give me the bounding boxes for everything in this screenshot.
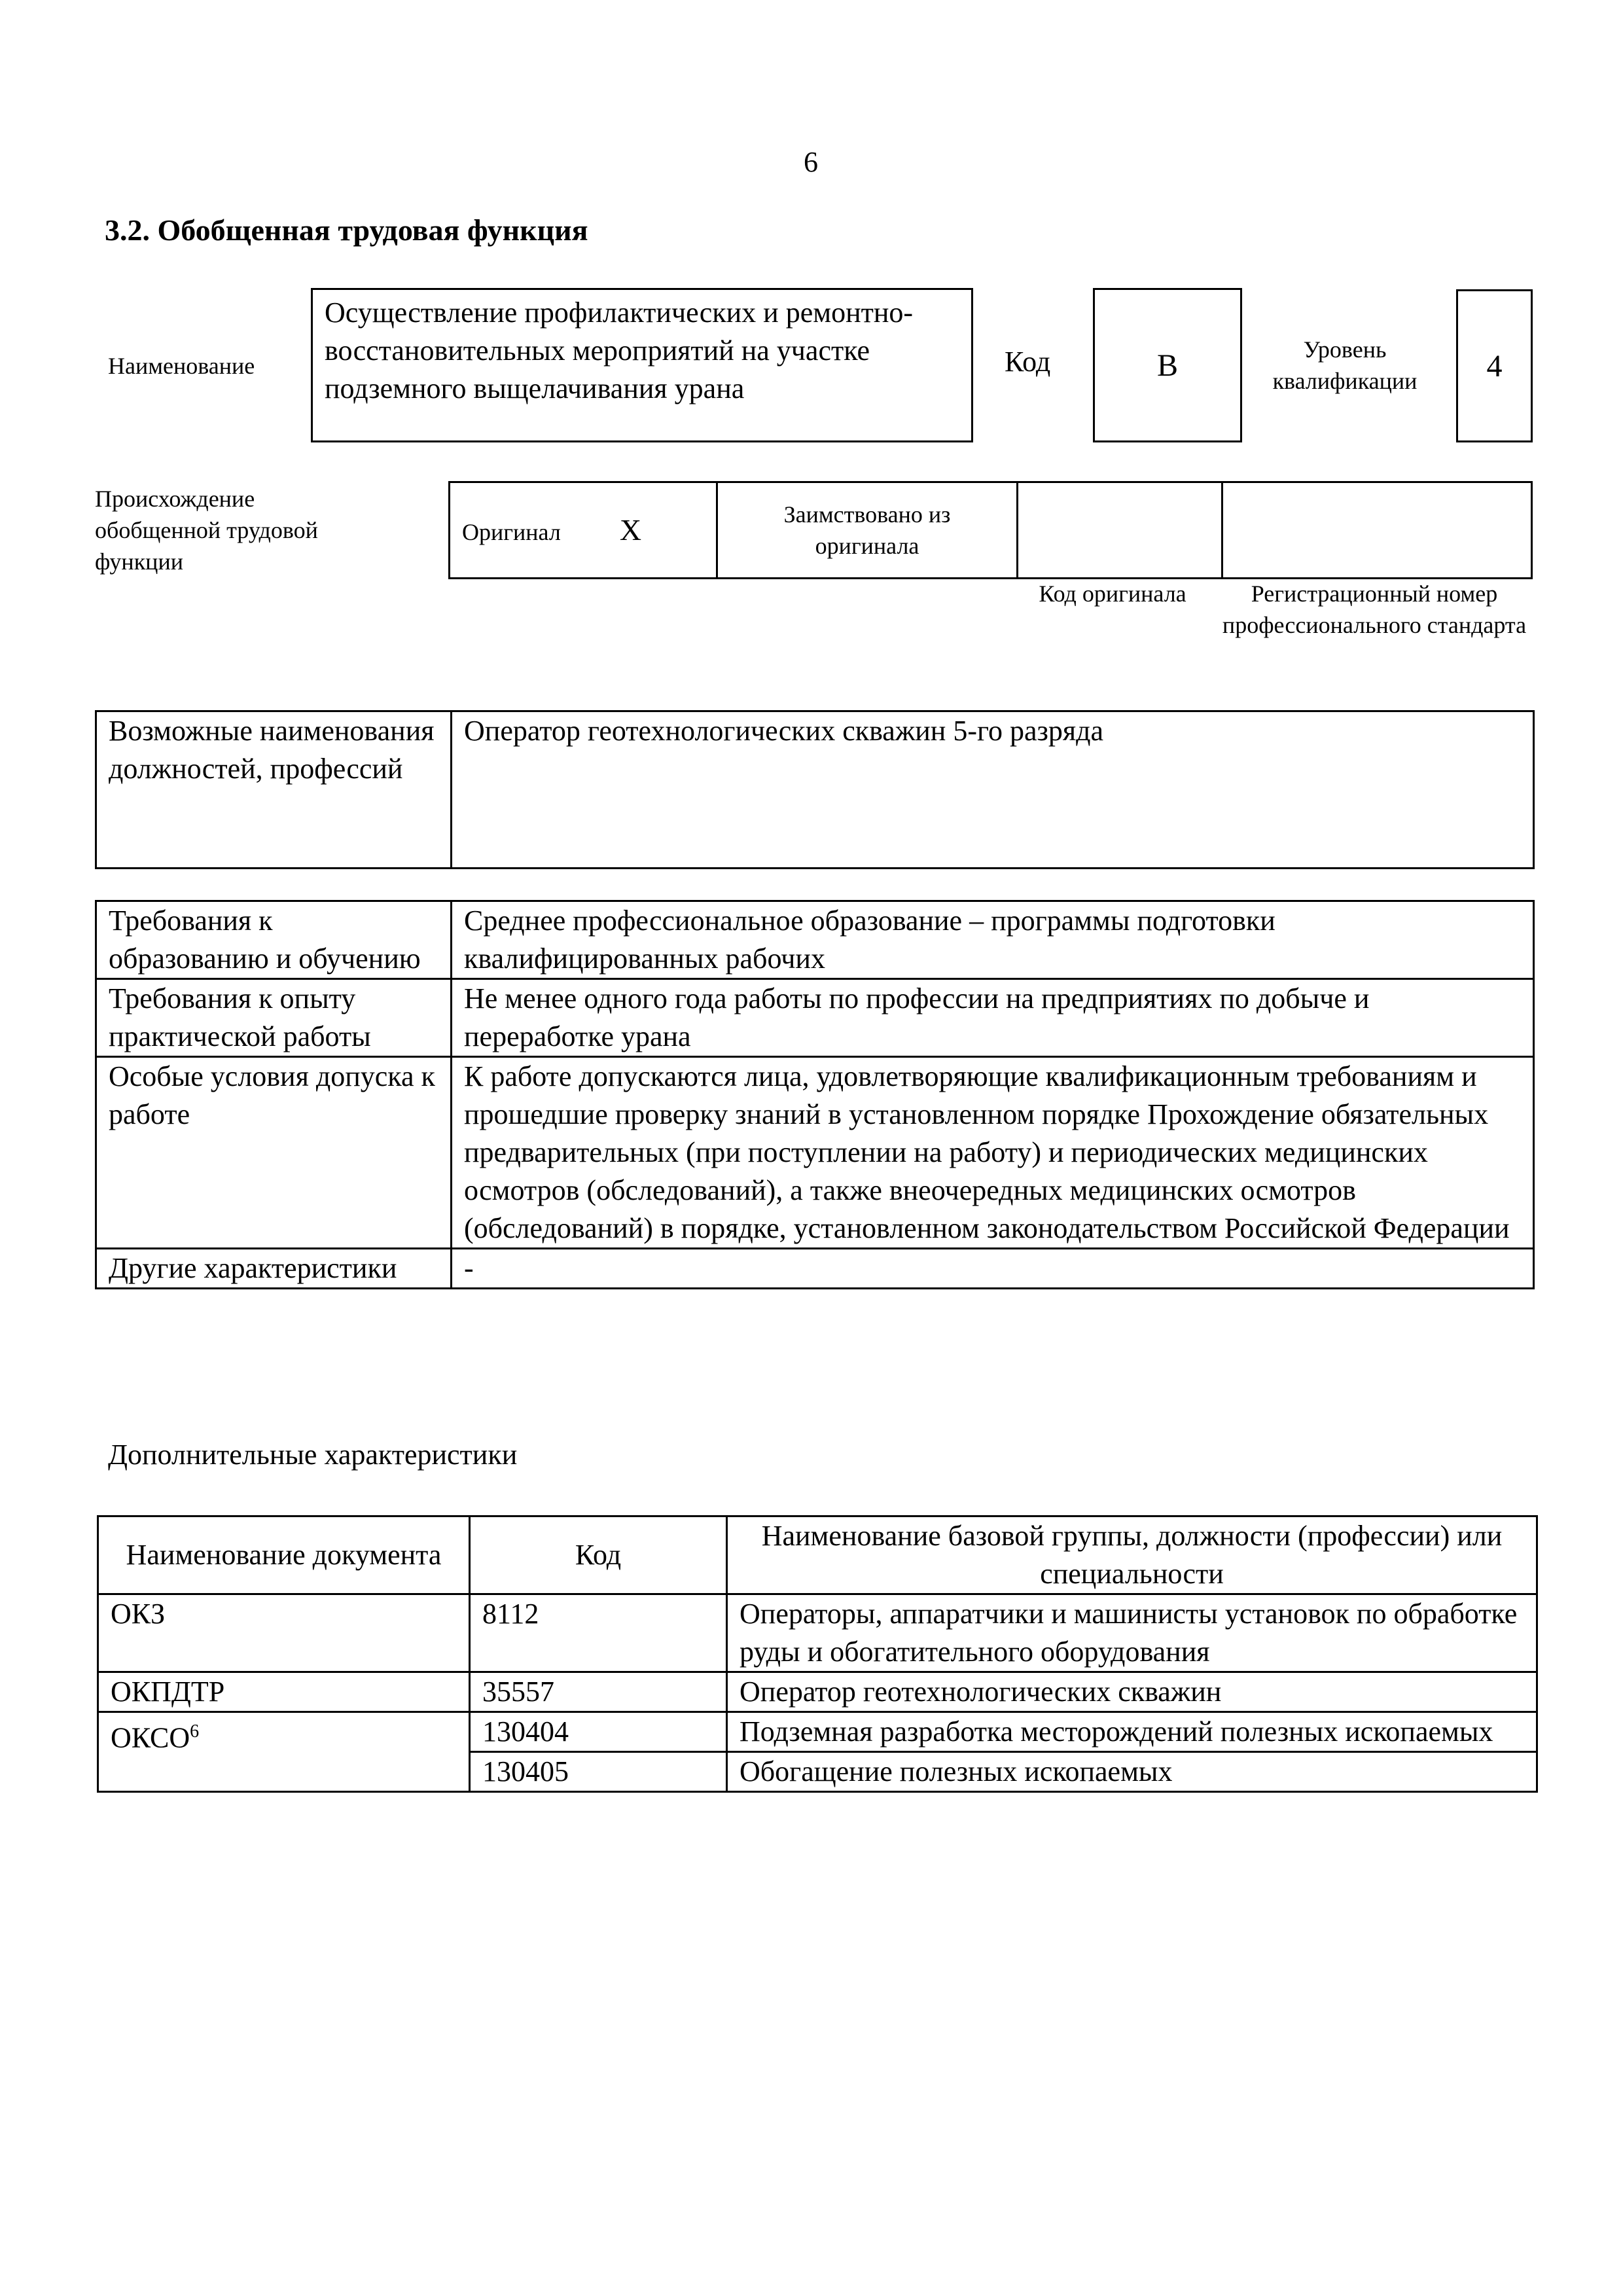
table-row [98, 1712, 1537, 1752]
requirements-table [95, 900, 1535, 1289]
original-code-cell [1018, 482, 1222, 579]
header-row [98, 1516, 1537, 1594]
code-cell: 130405 [470, 1752, 727, 1792]
name-cell: Обогащение полезных ископаемых [727, 1752, 1537, 1792]
extra-characteristics-table [97, 1515, 1538, 1793]
requirement-value: Не менее одного года работы по профессии на предприятиях по добыче и переработке урана [452, 979, 1534, 1057]
positions-label: Возможные наименования должностей, профессий [96, 711, 452, 869]
code-cell: 8112 [470, 1594, 727, 1672]
code-label: Код [1005, 346, 1051, 378]
table-row [96, 1057, 1534, 1249]
section-title: 3.2. Обобщенная трудовая функция [105, 213, 588, 247]
table-row [96, 1249, 1534, 1289]
header-code: Код [470, 1516, 727, 1594]
caption-original-code: Код оригинала [1039, 581, 1186, 607]
code-cell: 35557 [470, 1672, 727, 1712]
doc-cell: ОКПДТР [98, 1672, 470, 1712]
name-cell: Операторы, аппаратчики и машинисты установок по обработке руды и обогатительного оборудования [727, 1594, 1537, 1672]
caption-reg-number: Регистрационный номер профессионального стандарта [1222, 581, 1527, 638]
borrowed-label: Заимствовано из оригинала [717, 482, 1018, 579]
reg-number-cell [1222, 482, 1532, 579]
name-cell: Оператор геотехнологических скважин [727, 1672, 1537, 1712]
footnote-ref: 6 [190, 1721, 200, 1742]
doc-cell [98, 1712, 470, 1792]
requirement-label: Другие характеристики [96, 1249, 452, 1289]
original-label: Оригинал [462, 519, 561, 545]
qualification-level-box: 4 [1456, 289, 1533, 442]
requirement-value: К работе допускаются лица, удовлетворяющие квалификационным требованиям и прошедшие проверку знаний в установленном порядке Прохождение обязательных предварительных (при поступлении на работу) и периодических медицинских осмотров (обследований), а также внеочередных медицинских осмотров (обследований) в порядке, установленном законодательством Российской Федерации [452, 1057, 1534, 1249]
requirement-value: - [452, 1249, 1534, 1289]
doc-name: ОКСО [111, 1721, 190, 1754]
function-name-box: Осуществление профилактических и ремонтно-восстановительных мероприятий на участке подземного выщелачивания урана [311, 288, 973, 442]
name-cell: Подземная разработка месторождений полезных ископаемых [727, 1712, 1537, 1752]
table-row [96, 901, 1534, 979]
requirement-label: Требования к образованию и обучению [96, 901, 452, 979]
table-row [98, 1672, 1537, 1712]
doc-cell: ОКЗ [98, 1594, 470, 1672]
requirement-label: Особые условия допуска к работе [96, 1057, 452, 1249]
requirement-label: Требования к опыту практической работы [96, 979, 452, 1057]
table-row [98, 1594, 1537, 1672]
requirement-value: Среднее профессиональное образование – программы подготовки квалифицированных рабочих [452, 901, 1534, 979]
code-value-box: B [1093, 288, 1242, 442]
positions-value: Оператор геотехнологических скважин 5-го разряда [452, 711, 1534, 869]
header-doc: Наименование документа [98, 1516, 470, 1594]
extra-characteristics-title: Дополнительные характеристики [108, 1439, 518, 1471]
origin-table [448, 481, 1533, 579]
header-name: Наименование базовой группы, должности (профессии) или специальности [727, 1516, 1537, 1594]
origin-label: Происхождение обобщенной трудовой функции [95, 486, 318, 575]
table-row [96, 979, 1534, 1057]
qualification-level-label: Уровень квалификации [1272, 336, 1418, 394]
original-cell [450, 482, 717, 579]
name-label: Наименование [108, 353, 255, 379]
original-mark: X [619, 513, 642, 547]
positions-table [95, 710, 1535, 869]
page-number: 6 [804, 146, 818, 178]
code-cell: 130404 [470, 1712, 727, 1752]
